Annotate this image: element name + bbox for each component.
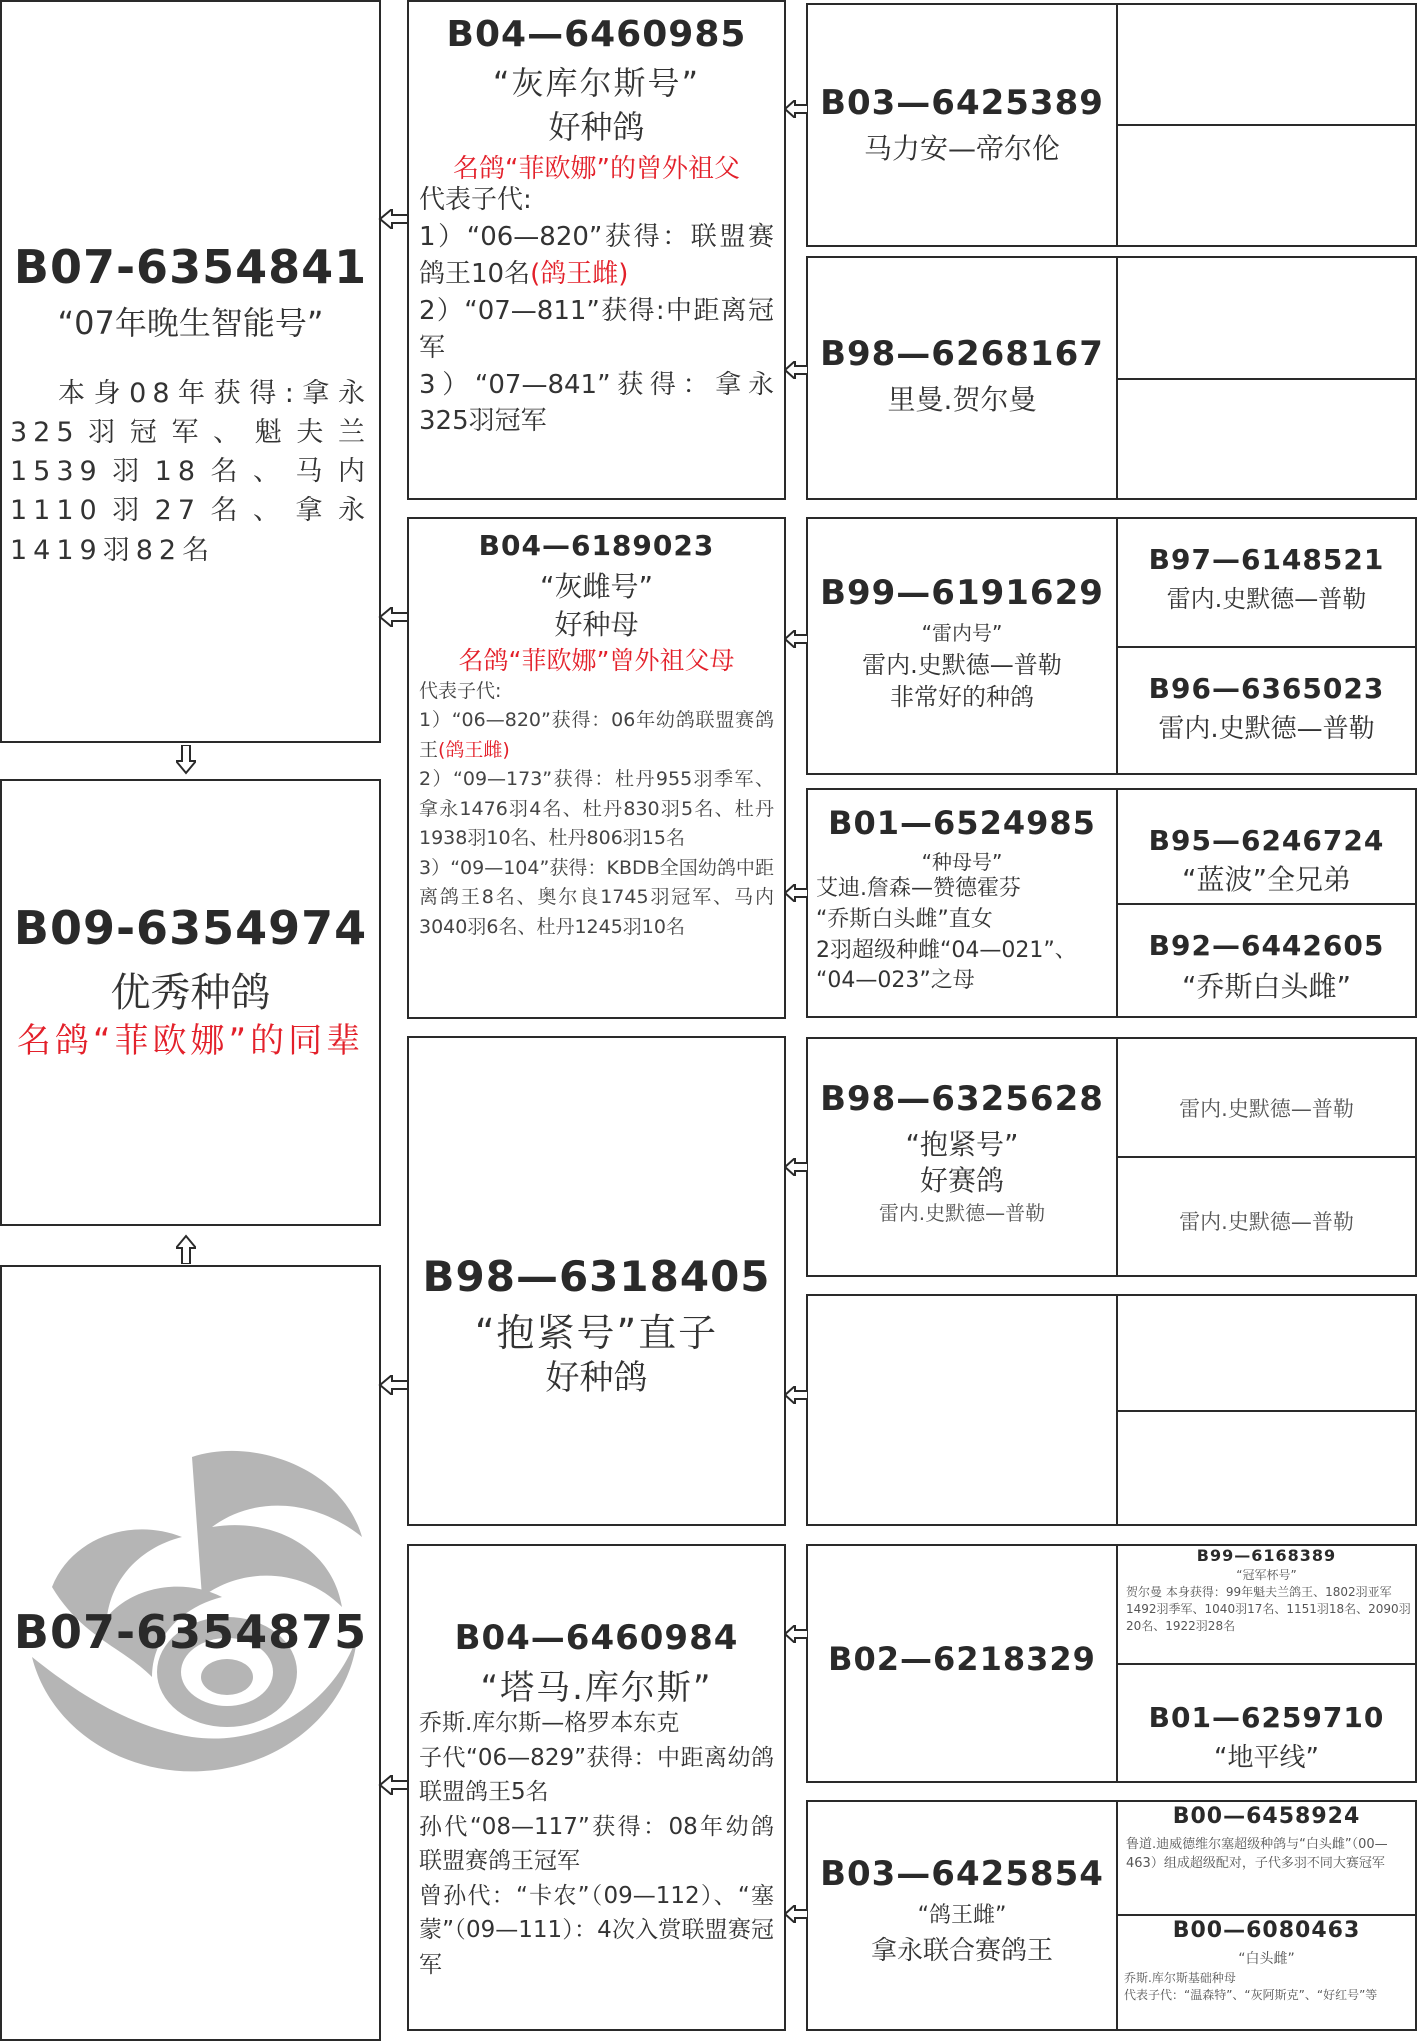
dam-children [419, 677, 774, 942]
arrow-left-icon [784, 1386, 808, 1408]
dam-children-label: 代表子代: [419, 680, 502, 702]
ggp-card-7 [1116, 788, 1417, 905]
arrow-left-icon [784, 884, 808, 906]
gp3-owner: 雷内.史默德—普勒 [862, 651, 1062, 679]
sire2-desc: 好种鸽 [545, 1358, 648, 1398]
dam-child-1: 1）“06—820”获得：06年幼鸽联盟赛鸽王 [419, 709, 774, 761]
arrow-left-icon [378, 1775, 408, 1799]
grandparent-card-6 [806, 1294, 1118, 1526]
grandparent-card-3 [806, 517, 1118, 775]
ggp5-ring: B97—6148521 [1148, 543, 1385, 576]
dam-name: “灰雌号” [539, 570, 653, 603]
grandparent-card-8 [806, 1800, 1118, 2031]
ggp5-owner: 雷内.史默德—普勒 [1166, 585, 1367, 613]
gp4-ring: B01—6524985 [828, 804, 1096, 842]
arrow-left-icon [784, 1905, 808, 1927]
arrow-left-icon [784, 100, 808, 122]
dam-desc: 好种母 [554, 608, 639, 641]
gp3-desc: 非常好的种鸽 [890, 683, 1034, 711]
dam2-name: “塔马.库尔斯” [480, 1668, 713, 1708]
ggp8-ring: B92—6442605 [1148, 929, 1385, 962]
ggp-card-5 [1116, 517, 1417, 648]
ggp6-owner: 雷内.史默德—普勒 [1158, 714, 1375, 744]
subject-card [0, 0, 381, 743]
ggp15-ring: B00—6458924 [1172, 1804, 1361, 1829]
dam-note: 名鸽“菲欧娜”曾外祖父母 [458, 646, 735, 675]
subject-ring: B07-6354841 [13, 240, 368, 294]
sire2-ring: B98—6318405 [422, 1252, 771, 1301]
ggp13-ring: B99—6168389 [1196, 1546, 1337, 1565]
gp5-desc: 好赛鸽 [919, 1164, 1004, 1197]
ggp13-text: 贺尔曼 本身获得：99年魁夫兰鸽王、1802羽亚军1492羽季军、1040羽17名、1151羽18名、2090羽20名、1922羽28名 [1126, 1585, 1411, 1633]
ggp-card-3 [1116, 256, 1417, 380]
gp3-ring: B99—6191629 [820, 573, 1104, 613]
dam2-card [407, 1544, 786, 2031]
ggp9-owner: 雷内.史默德—普勒 [1179, 1097, 1354, 1121]
ggp13-name: “冠军杯号” [1236, 1568, 1297, 1582]
gp5-name: “抱紧号” [905, 1128, 1019, 1161]
gp7-ring: B02—6218329 [828, 1640, 1096, 1678]
dam-child-1-tag: (鸽王雌) [438, 738, 510, 761]
gp4-line-2: “乔斯白头雌”直女 [816, 906, 993, 932]
gp5-ring: B98—6325628 [820, 1079, 1104, 1119]
gp3-name: “雷内号” [921, 621, 1003, 645]
ggp-card-15 [1116, 1800, 1417, 1916]
sire-note: 名鸽“菲欧娜”的曾外祖父 [453, 154, 740, 184]
ggp6-ring: B96—6365023 [1148, 672, 1385, 705]
gp8-name: “鸽王雌” [917, 1903, 1007, 1928]
sibling-note: 名鸽“菲欧娜”的同辈 [16, 1021, 365, 1061]
gp4-name: “种母号” [921, 850, 1003, 874]
ggp-card-11 [1116, 1294, 1417, 1412]
sire-desc: 好种鸽 [548, 108, 645, 146]
dam-card [407, 517, 786, 1019]
ggp7-ring: B95—6246724 [1148, 824, 1385, 857]
sibling-ring: B09-6354974 [13, 901, 368, 955]
ggp8-name: “乔斯白头雌” [1181, 970, 1351, 1003]
gp5-owner: 雷内.史默德—普勒 [878, 1201, 1046, 1225]
dam2-details [419, 1706, 774, 1982]
subject-results: 本身08年获得:拿永325羽冠军、魁夫兰1539羽18名、马内1110羽27名、拿永1419羽82名 [10, 378, 371, 566]
sire2-name: “抱紧号”直子 [474, 1311, 719, 1355]
ggp-card-4 [1116, 378, 1417, 500]
ggp10-owner: 雷内.史默德—普勒 [1179, 1210, 1354, 1234]
grandparent-card-2 [806, 256, 1118, 500]
arrow-left-icon [784, 1158, 808, 1180]
ggp7-name: “蓝波”全兄弟 [1181, 863, 1351, 896]
sire2-card [407, 1036, 786, 1526]
gp4-line-3: 2羽超级种雌“04—021”、 [816, 937, 1077, 963]
dam2-line-1: 乔斯.库尔斯—格罗本东克 [419, 1710, 680, 1736]
grandparent-card-4 [806, 788, 1118, 1018]
sibling2-ring: B07-6354875 [13, 1605, 368, 1659]
gp1-ring: B03—6425389 [820, 83, 1104, 123]
ggp-card-8 [1116, 903, 1417, 1018]
grandparent-card-5 [806, 1037, 1118, 1277]
sire-children-label: 代表子代: [419, 185, 532, 215]
sire-name: “灰库尔斯号” [492, 64, 701, 102]
ggp-card-6 [1116, 646, 1417, 775]
ggp16-text: 乔斯.库尔斯基础种母 代表子代：“温森特”、“灰阿斯克”、“好红号”等 [1124, 1971, 1378, 2003]
gp1-owner: 马力安—帝尔伦 [863, 132, 1060, 165]
ggp-card-16 [1116, 1914, 1417, 2031]
arrow-down-icon [176, 745, 196, 779]
grandparent-card-7 [806, 1544, 1118, 1783]
sire-children [419, 182, 774, 440]
ggp-card-12 [1116, 1410, 1417, 1526]
ggp14-ring: B01—6259710 [1148, 1701, 1385, 1734]
gp2-owner: 里曼.贺尔曼 [887, 383, 1037, 416]
sire-card [407, 0, 786, 500]
arrow-left-icon [784, 1625, 808, 1647]
ggp15-text: 鲁道.迪威德维尔塞超级种鸽与“白头雌”（00—463）组成超级配对，子代多羽不同大赛冠军 [1126, 1837, 1388, 1871]
sire-child-1-tag: (鸽王雌) [530, 258, 629, 289]
arrow-left-icon [784, 630, 808, 652]
arrow-left-icon [784, 361, 808, 383]
gp8-desc: 拿永联合赛鸽王 [870, 1936, 1053, 1966]
ggp-card-1 [1116, 3, 1417, 126]
ggp-card-13 [1116, 1544, 1417, 1665]
dam2-line-3: 孙代“08—117”获得：08年幼鸽联盟赛鸽王冠军 [419, 1813, 774, 1874]
gp4-line-1: 艾迪.詹森—赞德霍芬 [816, 876, 1021, 901]
arrow-left-icon [378, 1375, 408, 1399]
dam-child-3: 3）“09—104”获得：KBDB全国幼鸽中距离鸽王8名、奥尔良1745羽冠军、马内3040羽6名、杜丹1245羽10名 [419, 856, 774, 938]
ggp16-ring: B00—6080463 [1172, 1918, 1361, 1943]
sibling-card [0, 779, 381, 1226]
dam2-line-2: 子代“06—829”获得：中距离幼鸽联盟鸽王5名 [419, 1744, 774, 1805]
ggp16-name: “白头雌” [1238, 1951, 1295, 1967]
gp4-details [816, 874, 1110, 997]
arrow-up-icon [176, 1234, 196, 1268]
gp8-ring: B03—6425854 [820, 1854, 1104, 1894]
dam-ring: B04—6189023 [478, 529, 715, 562]
dam2-ring: B04—6460984 [454, 1618, 739, 1658]
ggp-card-10 [1116, 1156, 1417, 1277]
sibling2-card [0, 1265, 381, 2041]
arrow-left-icon [378, 607, 408, 631]
ggp14-name: “地平线” [1214, 1743, 1319, 1773]
sire-child-1: 1）“06—820”获得：联盟赛鸽王10名 [419, 221, 774, 289]
sire-ring: B04—6460985 [446, 14, 747, 55]
ggp-card-14 [1116, 1663, 1417, 1783]
sire-child-3: 3）“07—841”获得：拿永325羽冠军 [419, 369, 774, 437]
ggp-card-2 [1116, 124, 1417, 247]
dam2-line-4: 曾孙代：“卡农”（09—112）、“塞蒙”（09—111）：4次入赏联盟赛冠军 [419, 1882, 774, 1978]
sibling-desc: 优秀种鸽 [110, 970, 271, 1016]
arrow-left-icon [378, 209, 408, 233]
grandparent-card-1 [806, 3, 1118, 247]
sire-child-2: 2）“07—811”获得:中距离冠军 [419, 295, 774, 363]
gp2-ring: B98—6268167 [820, 334, 1104, 374]
dam-child-2: 2）“09—173”获得：杜丹955羽季军、拿永1476羽4名、杜丹830羽5名、杜丹1938羽10名、杜丹806羽15名 [419, 768, 774, 850]
gp4-line-4: “04—023”之母 [816, 968, 975, 994]
subject-name: “07年晚生智能号” [57, 304, 324, 342]
ggp-card-9 [1116, 1037, 1417, 1158]
